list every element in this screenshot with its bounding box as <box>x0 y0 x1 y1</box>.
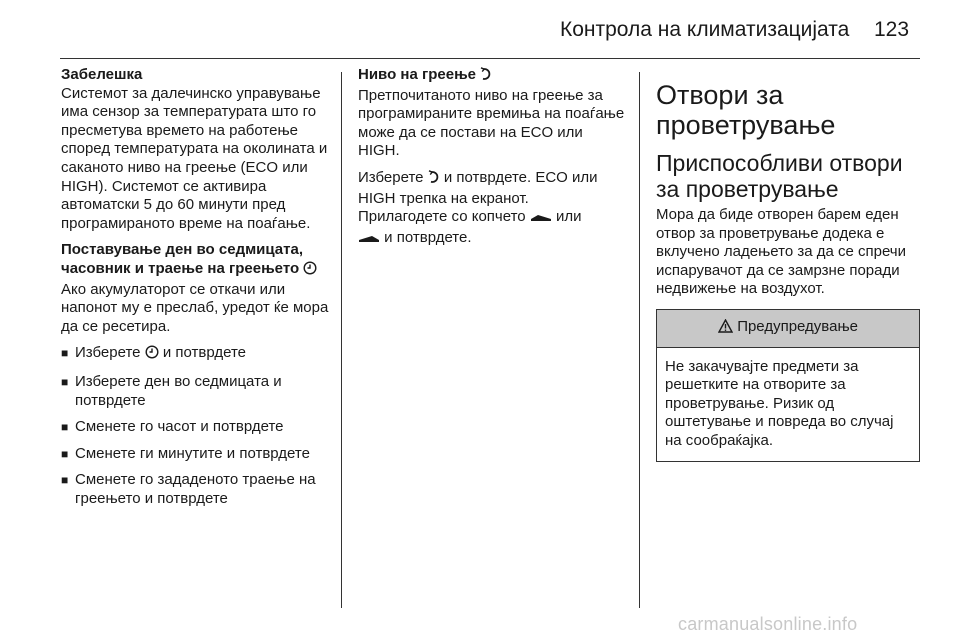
list-item: ■ Сменете го зададеното траење на греењето и потврдете <box>61 471 331 508</box>
select-pre: Изберете <box>358 168 424 186</box>
column-divider-2 <box>639 72 640 608</box>
list-item <box>61 344 331 365</box>
column-divider-1 <box>341 72 342 608</box>
section-subtitle: Приспособливи отвори за проветрување <box>656 150 903 202</box>
clock-icon <box>145 345 159 365</box>
heating-level-select-text <box>358 169 628 208</box>
header-title: Контрола на климатизацијата <box>560 18 850 41</box>
button-left-icon <box>530 210 552 229</box>
note-text: Системот за далечинско управување има сензор за температурата што го пресметува времето на работење според температурата на околината и саканото ниво на греење (ECO или HIGH). Системот се активира автоматски 5 до 60 минути пред програмираното време на поаѓање. <box>61 84 328 232</box>
header-divider <box>60 58 920 59</box>
list-item: ■ Сменете ги минутите и потврдете <box>61 445 331 464</box>
warning-box <box>656 309 920 462</box>
warning-text: Не закачувајте предмети за решетките на отворите за проветрување. Ризик од оштетување и повреда во случај на сообраќајка. <box>665 357 894 449</box>
warning-triangle-icon <box>718 319 733 339</box>
adjust-post: и потврдете. <box>384 228 472 246</box>
column-1 <box>61 66 331 516</box>
section-text: Ако акумулаторот се откачи или напонот му е преслаб, уредот ќе мора да се ресетира. <box>61 280 329 335</box>
select-post: и потврдете. ECO или HIGH трепка на екранот. <box>358 168 598 207</box>
clock-icon <box>303 261 317 281</box>
heating-level-heading-text: Ниво на греење <box>358 66 477 83</box>
column-2 <box>358 66 628 249</box>
adjust-mid: или <box>555 208 582 226</box>
list-item: ■ Изберете ден во седмицата и потврдете <box>61 373 331 410</box>
warning-header <box>657 310 919 348</box>
list-item: ■ Сменете го часот и потврдете <box>61 418 331 437</box>
note-heading: Забелешка <box>61 66 143 83</box>
watermark: carmanualsonline.info <box>678 614 858 634</box>
section-heading-text: Поставување ден во седмицата, часовник и траење на греењето <box>61 241 304 277</box>
section-title: Отвори за проветрување <box>656 80 836 140</box>
warning-heading: Предупредување <box>737 317 858 335</box>
page-number: 123 <box>874 18 910 41</box>
heating-level-text: Претпочитаното ниво на греење за програмираните времиња на поаѓање може да се постави на ECO или HIGH. <box>358 86 625 160</box>
section-heading <box>61 241 331 280</box>
vents-text: Мора да биде отворен барем еден отвор за проветрување додека е вклучено ладењето за да се спречи испарувачот да се замрзне поради недвижење на воздухот. <box>656 206 906 298</box>
bullet1-post: и потврдете <box>162 344 247 362</box>
steps-list <box>61 344 331 508</box>
heating-level-icon <box>480 67 492 87</box>
adjust-pre: Прилагодете со копчето <box>358 208 526 226</box>
adjust-text <box>358 208 628 249</box>
column-3 <box>656 80 924 462</box>
heating-level-icon <box>428 170 440 190</box>
button-right-icon <box>358 231 380 250</box>
heating-level-heading <box>358 66 628 87</box>
bullet1-pre: Изберете <box>75 344 141 362</box>
